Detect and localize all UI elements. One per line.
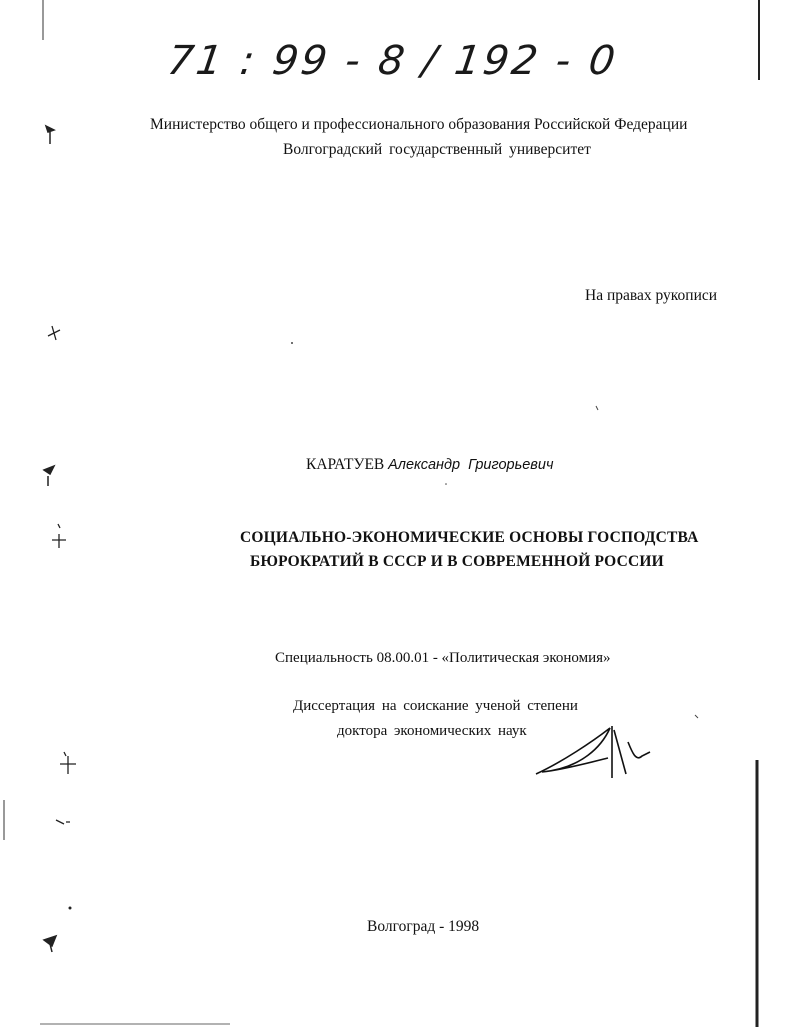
dissertation-line-1: Диссертация на соискание ученой степени [293, 698, 578, 714]
specialty-line: Специальность 08.00.01 - «Политическая экономия» [275, 650, 611, 666]
title-line-2: БЮРОКРАТИЙ В СССР И В СОВРЕМЕННОЙ РОССИИ [250, 553, 664, 570]
author-given-names: Александр Григорьевич [388, 457, 554, 473]
author-name [306, 456, 553, 474]
university-line: Волгоградский государственный университет [283, 141, 591, 158]
dissertation-line-2: доктора экономических наук [337, 723, 527, 739]
ministry-line: Министерство общего и профессионального образования Российской Федерации [150, 116, 688, 133]
author-signature [532, 722, 652, 782]
author-surname: КАРАТУЕВ [306, 456, 385, 473]
handwritten-catalog-code: 71 : 99 - 8 / 192 - 0 [164, 38, 621, 84]
rights-note: На правах рукописи [585, 287, 718, 304]
title-line-1: СОЦИАЛЬНО-ЭКОНОМИЧЕСКИЕ ОСНОВЫ ГОСПОДСТВА [240, 529, 699, 546]
city-year: Волгоград - 1998 [367, 918, 480, 935]
